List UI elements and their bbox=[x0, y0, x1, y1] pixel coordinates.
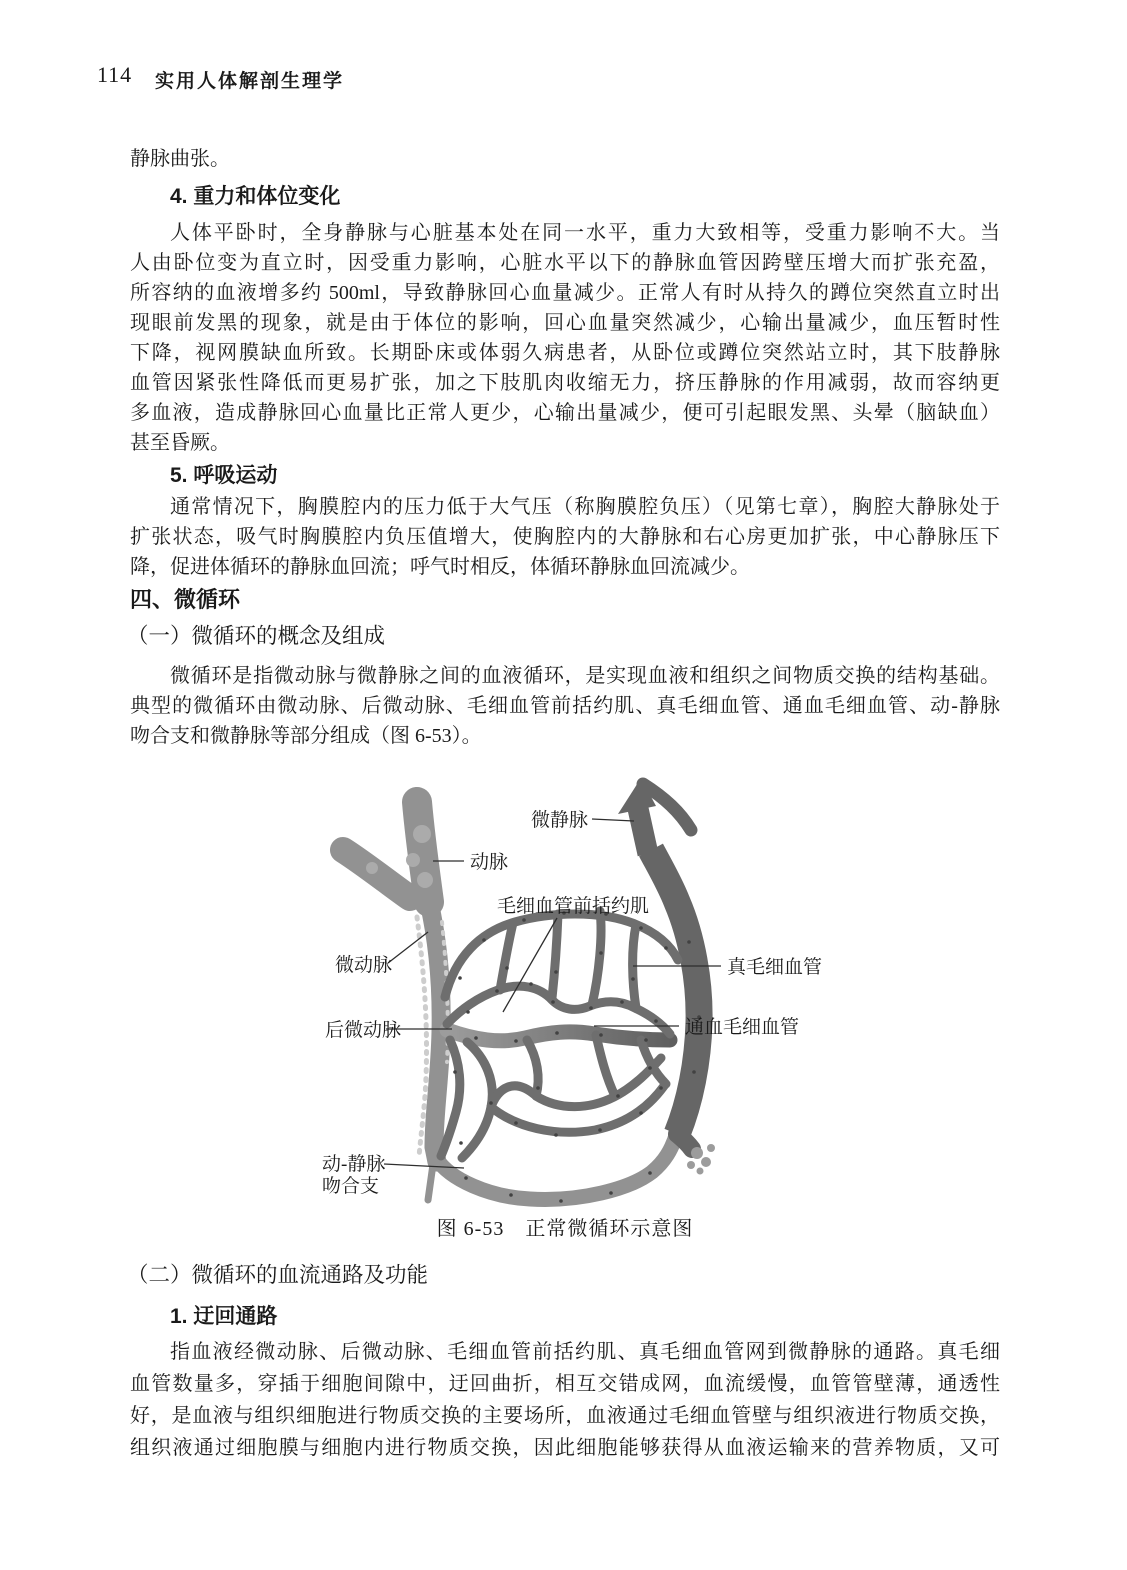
figure-label-precapillary-sphincter: 毛细血管前括约肌 bbox=[497, 896, 650, 917]
text-line: 吻合支和微静脉等部分组成（图 6-53）。 bbox=[130, 725, 482, 747]
text-line: 多血液，造成静脉回心血量比正常人更少，心输出量减少，便可引起眼发黑、头晕（脑缺血） bbox=[130, 402, 1000, 424]
text-line: 典型的微循环由微动脉、后微动脉、毛细血管前括约肌、真毛细血管、通血毛细血管、动-静脉 bbox=[130, 695, 1000, 717]
figure-label-av-anastomosis-1: 动-静脉 bbox=[322, 1154, 386, 1175]
text-line: 微循环是指微动脉与微静脉之间的血液循环，是实现血液和组织之间物质交换的结构基础。 bbox=[170, 665, 1000, 687]
paragraph-concept bbox=[130, 661, 1000, 751]
paragraph-carryover bbox=[130, 144, 1000, 174]
figure-label-thoroughfare-channel: 通血毛细血管 bbox=[685, 1017, 800, 1038]
heading-respiration: 5. 呼吸运动 bbox=[170, 464, 278, 487]
figure-label-metarteriole: 后微动脉 bbox=[325, 1020, 402, 1041]
heading-circuitous-pathway: 1. 迂回通路 bbox=[170, 1305, 278, 1328]
figure-label-artery: 动脉 bbox=[470, 852, 509, 873]
figure-microcirculation-diagram bbox=[300, 772, 825, 1217]
page-number: 114 bbox=[97, 62, 133, 87]
text-line: 组织液通过细胞膜与细胞内进行物质交换，因此细胞能够获得从血液运输来的营养物质，又可 bbox=[130, 1437, 1000, 1459]
figure-label-venule: 微静脉 bbox=[530, 810, 588, 831]
figure-caption: 图 6-53 正常微循环示意图 bbox=[436, 1218, 694, 1240]
heading-concept-composition: （一）微循环的概念及组成 bbox=[127, 624, 386, 648]
book-title: 实用人体解剖生理学 bbox=[155, 71, 345, 92]
heading-flow-pathways: （二）微循环的血流通路及功能 bbox=[127, 1263, 429, 1287]
heading-gravity-posture: 4. 重力和体位变化 bbox=[170, 185, 341, 208]
figure-label-true-capillary: 真毛细血管 bbox=[727, 957, 823, 978]
text-line: 好，是血液与组织细胞进行物质交换的主要场所，血液通过毛细血管壁与组织液进行物质交换， bbox=[130, 1405, 1000, 1427]
text-line: 扩张状态，吸气时胸膜腔内负压值增大，使胸腔内的大静脉和右心房更加扩张，中心静脉压下 bbox=[130, 526, 1000, 548]
text-line: 下降，视网膜缺血所致。长期卧床或体弱久病患者，从卧位或蹲位突然站立时，其下肢静脉 bbox=[130, 342, 1000, 364]
figure-label-av-anastomosis-2: 吻合支 bbox=[322, 1176, 380, 1197]
text-line: 降，促进体循环的静脉血回流；呼气时相反，体循环静脉血回流减少。 bbox=[130, 556, 750, 578]
text-line: 现眼前发黑的现象，就是由于体位的影响，回心血量突然减少，心输出量减少，血压暂时性 bbox=[130, 312, 1000, 334]
text-line: 人由卧位变为直立时，因受重力影响，心脏水平以下的静脉血管因跨壁压增大而扩张充盈， bbox=[130, 252, 1000, 274]
text-line: 指血液经微动脉、后微动脉、毛细血管前括约肌、真毛细血管网到微静脉的通路。真毛细 bbox=[170, 1341, 1000, 1363]
thoroughfare-channel-vessel bbox=[447, 1030, 670, 1041]
paragraph-respiration bbox=[130, 492, 1000, 582]
text-line: 甚至昏厥。 bbox=[130, 432, 230, 454]
text-line: 静脉曲张。 bbox=[130, 148, 230, 170]
figure-label-arteriole: 微动脉 bbox=[335, 955, 393, 976]
text-line: 所容纳的血液增多约 500ml，导致静脉回心血量减少。正常人有时从持久的蹲位突然直立时出 bbox=[130, 282, 1000, 304]
paragraph-circuitous bbox=[130, 1336, 1000, 1464]
text-line: 血管数量多，穿插于细胞间隙中，迂回曲折，相互交错成网，血流缓慢，血管管壁薄，通透性 bbox=[130, 1373, 1000, 1395]
text-line: 血管因紧张性降低而更易扩张，加之下肢肌肉收缩无力，挤压静脉的作用减弱，故而容纳更 bbox=[130, 372, 1000, 394]
pointer-venule bbox=[592, 819, 634, 821]
text-line: 通常情况下，胸膜腔内的压力低于大气压（称胸膜腔负压）（见第七章），胸腔大静脉处于 bbox=[170, 496, 1000, 518]
heading-microcirculation: 四、微循环 bbox=[130, 587, 241, 612]
paragraph-gravity bbox=[130, 218, 1000, 458]
text-line: 人体平卧时，全身静脉与心脏基本处在同一水平，重力大致相等，受重力影响不大。当 bbox=[170, 222, 1000, 244]
